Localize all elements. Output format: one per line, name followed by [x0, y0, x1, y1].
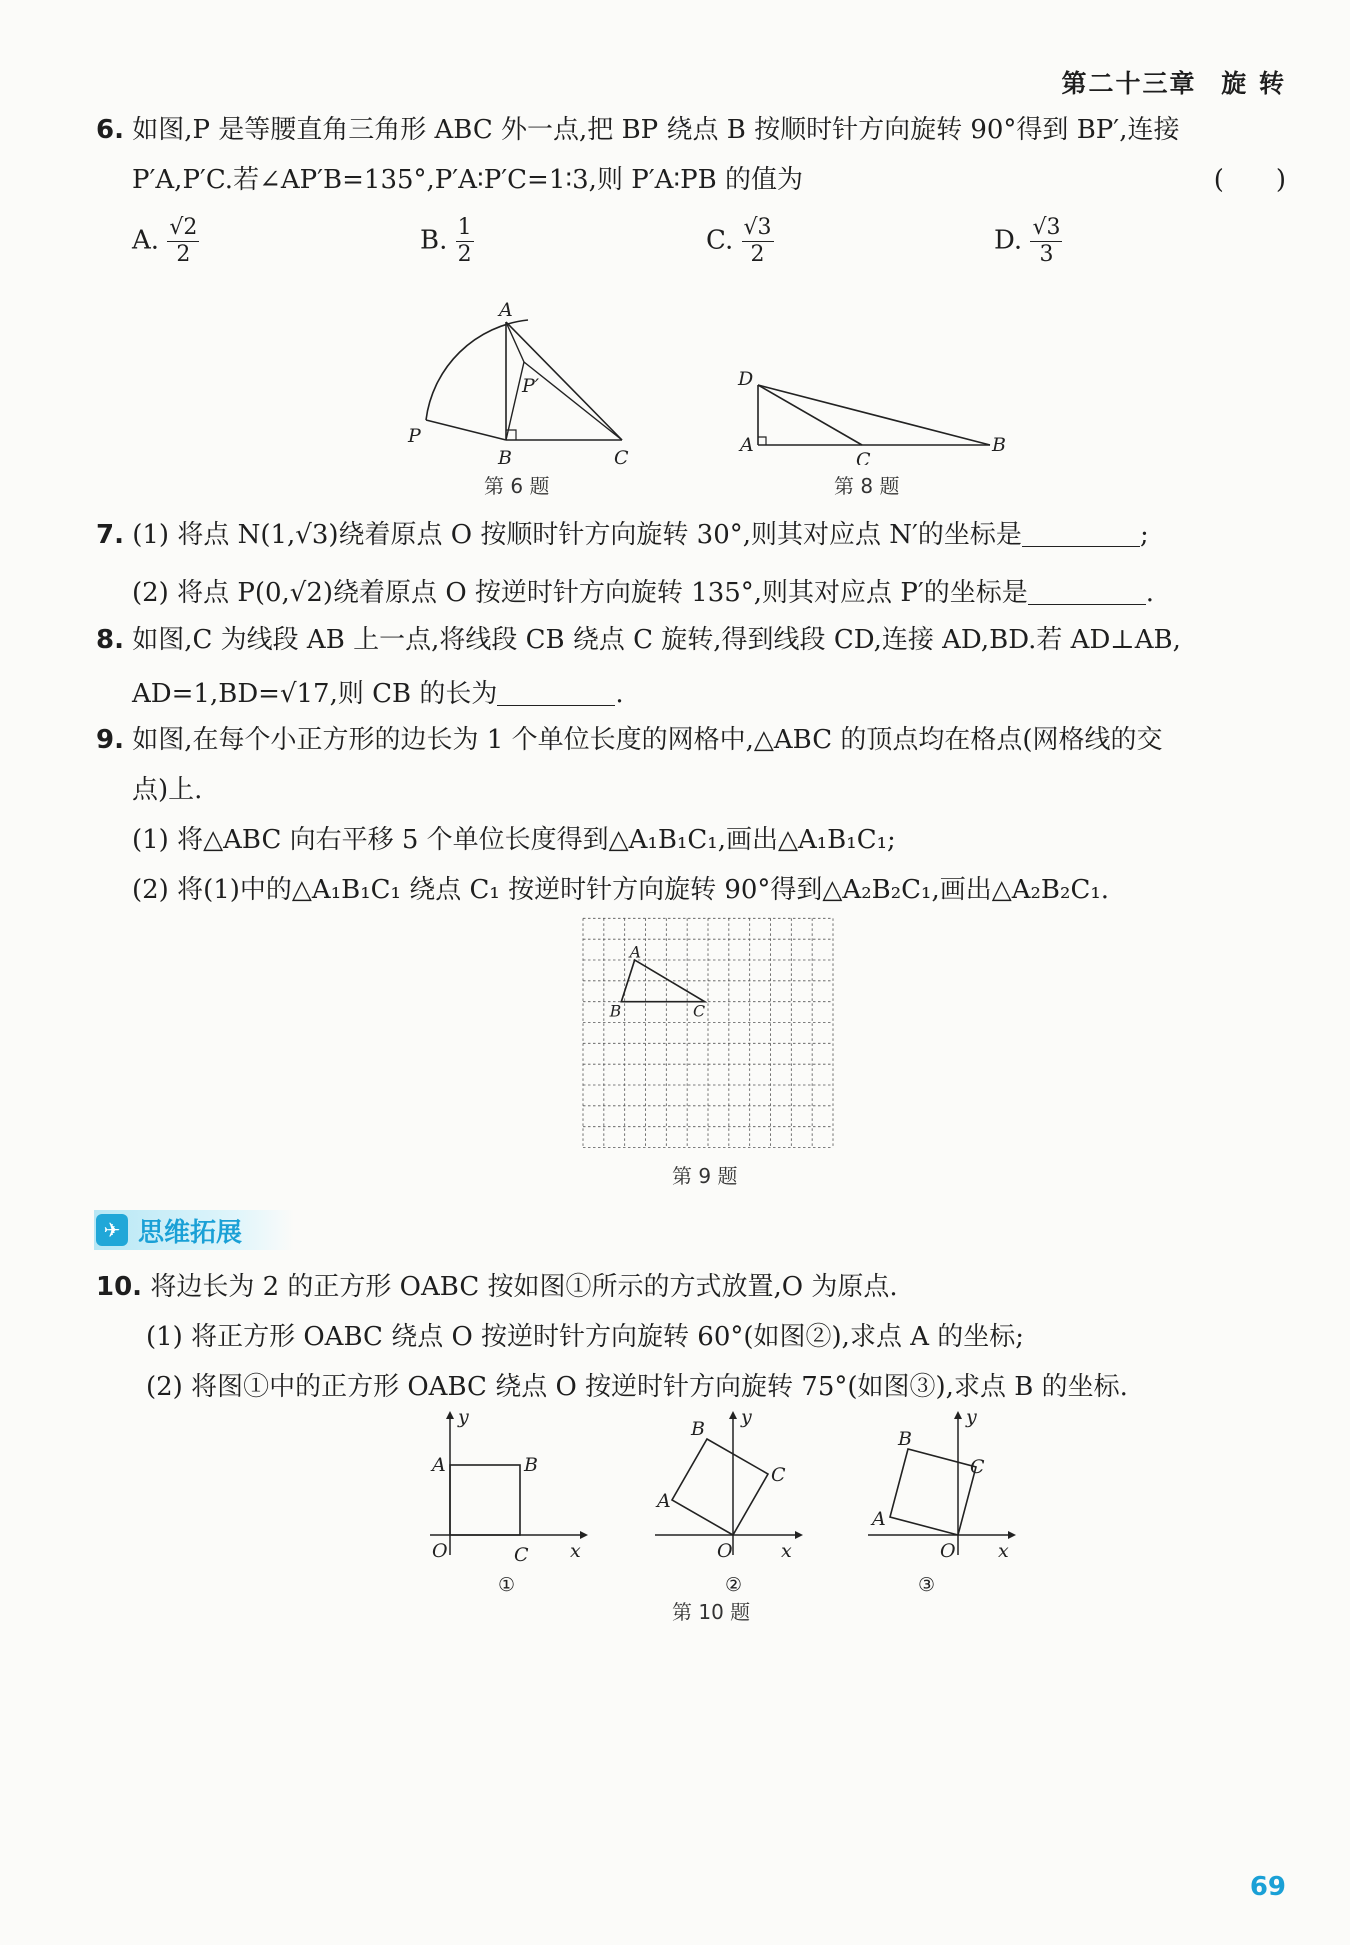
figure-q10-2 — [645, 1405, 815, 1595]
denominator: 2 — [457, 242, 472, 267]
y-arrow-icon — [954, 1411, 962, 1419]
question-number: 10. — [96, 1272, 143, 1302]
x-arrow-icon — [580, 1531, 588, 1539]
question-part: (2) 将图①中的正方形 OABC 绕点 O 按逆时针方向旋转 75°(如图③),求点 B 的坐标. — [146, 1372, 1128, 1402]
answer-blank[interactable] — [1028, 574, 1146, 605]
segment-ppa — [506, 322, 524, 362]
section-header — [94, 1210, 294, 1250]
choice-b — [420, 215, 474, 268]
question-part: (1) 将△ABC 向右平移 5 个单位长度得到△A₁B₁C₁,画出△A₁B₁C₁; — [132, 825, 896, 855]
section-title: 思维拓展 — [138, 1217, 243, 1248]
label-y: y — [741, 1406, 752, 1428]
fraction — [167, 215, 199, 268]
label-d: D — [738, 368, 754, 390]
caption-q9: 第 9 题 — [672, 1164, 738, 1188]
figure-q9-grid — [548, 910, 868, 1160]
caption-q8: 第 8 题 — [834, 474, 900, 498]
label-b: B — [992, 434, 1006, 456]
figure-mark: ② — [725, 1574, 743, 1595]
label-c: C — [693, 1001, 706, 1021]
label-c: C — [614, 447, 629, 469]
figure-q6 — [400, 300, 660, 475]
question-text: 点)上. — [132, 775, 203, 805]
label-y: y — [458, 1406, 469, 1428]
label-x: x — [781, 1540, 792, 1562]
label-c: C — [514, 1544, 529, 1566]
question-text: AD=1,BD=√17,则 CB 的长为 — [132, 679, 498, 709]
label-o: O — [717, 1540, 733, 1562]
numerator: √3 — [1032, 215, 1061, 240]
square-oabc-rotated-75 — [890, 1449, 976, 1535]
question-text: 如图,在每个小正方形的边长为 1 个单位长度的网格中,△ABC 的顶点均在格点(网格线的交 — [132, 725, 1163, 755]
segment-dc — [758, 385, 862, 445]
label-c: C — [970, 1456, 985, 1478]
x-arrow-icon — [1008, 1531, 1016, 1539]
square-oabc-rotated-60 — [672, 1439, 768, 1535]
y-arrow-icon — [729, 1411, 737, 1419]
punctuation: . — [1145, 578, 1154, 608]
choice-label: A. — [132, 225, 160, 256]
paper-plane-icon: ✈ — [96, 1214, 128, 1246]
caption-q6: 第 6 题 — [484, 474, 550, 498]
numerator: √3 — [743, 215, 772, 240]
label-a: A — [872, 1508, 886, 1530]
label-p-prime: P′ — [522, 375, 540, 397]
segment-pb — [426, 420, 506, 440]
label-c: C — [771, 1464, 786, 1486]
figure-mark: ① — [498, 1574, 516, 1595]
choice-label: C. — [706, 225, 734, 256]
question-number: 8. — [96, 625, 124, 655]
chapter-title: 旋 转 — [1221, 69, 1286, 98]
fraction — [456, 215, 474, 268]
question-6 — [96, 105, 1286, 205]
chapter-header — [1062, 64, 1286, 100]
numerator: 1 — [457, 215, 472, 240]
right-angle-mark — [758, 437, 766, 445]
question-10 — [96, 1262, 1286, 1412]
question-text: (2) 将点 P(0,√2)绕着原点 O 按逆时针方向旋转 135°,则其对应点 P′的坐标是 — [132, 578, 1028, 608]
question-8 — [96, 615, 1286, 719]
question-7 — [96, 510, 1286, 618]
denominator: 2 — [176, 242, 191, 267]
choice-c — [706, 215, 774, 268]
x-arrow-icon — [795, 1531, 803, 1539]
answer-parentheses: ( ) — [1213, 165, 1286, 195]
fraction — [1030, 215, 1062, 268]
question-text: P′A,P′C.若∠AP′B=135°,P′A∶P′C=1∶3,则 P′A∶PB 的值为 — [132, 165, 804, 195]
label-a: A — [740, 434, 754, 456]
label-p: P — [408, 425, 421, 447]
answer-blank[interactable] — [497, 675, 615, 706]
answer-blank[interactable] — [1022, 516, 1140, 547]
choice-label: D. — [994, 225, 1023, 256]
label-b: B — [498, 447, 512, 469]
question-text: 如图,C 为线段 AB 上一点,将线段 CB 绕点 C 旋转,得到线段 CD,连接 AD,BD.若 AD⊥AB, — [132, 625, 1181, 655]
segment-db — [758, 385, 990, 445]
punctuation: . — [615, 679, 624, 709]
page-number: 69 — [1249, 1872, 1286, 1902]
segment-bpp — [506, 362, 524, 440]
question-text: 将边长为 2 的正方形 OABC 按如图①所示的方式放置,O 为原点. — [150, 1272, 898, 1302]
label-c: C — [856, 449, 871, 465]
choice-d — [994, 215, 1062, 268]
figure-mark: ③ — [918, 1574, 936, 1595]
question-9 — [96, 715, 1286, 915]
label-y: y — [966, 1406, 977, 1428]
segment-ppc — [524, 362, 622, 440]
chapter-number: 第二十三章 — [1061, 69, 1197, 98]
figure-q10-3 — [858, 1405, 1028, 1595]
label-b: B — [524, 1454, 538, 1476]
denominator: 2 — [750, 242, 765, 267]
figure-q10-1 — [420, 1405, 590, 1595]
question-text: (1) 将点 N(1,√3)绕着原点 O 按顺时针方向旋转 30°,则其对应点 N′的坐标是 — [132, 520, 1022, 550]
punctuation: ; — [1139, 520, 1149, 550]
label-b: B — [898, 1428, 912, 1450]
label-a: A — [499, 300, 513, 321]
question-number: 7. — [96, 520, 124, 550]
label-x: x — [570, 1540, 581, 1562]
choice-a — [132, 215, 199, 268]
fraction — [742, 215, 774, 268]
denominator: 3 — [1039, 242, 1054, 267]
figure-q8 — [728, 365, 1018, 465]
rotation-arc — [426, 320, 528, 420]
numerator: √2 — [169, 215, 198, 240]
label-a: A — [432, 1454, 446, 1476]
choice-label: B. — [420, 225, 448, 256]
label-o: O — [940, 1540, 956, 1562]
question-text: 如图,P 是等腰直角三角形 ABC 外一点,把 BP 绕点 B 按顺时针方向旋转 90°得到 BP′,连接 — [132, 115, 1180, 145]
question-part: (2) 将(1)中的△A₁B₁C₁ 绕点 C₁ 按逆时针方向旋转 90°得到△A₂B₂C₁,画出△A₂B₂C₁. — [132, 875, 1110, 905]
label-b: B — [691, 1418, 705, 1440]
y-arrow-icon — [446, 1411, 454, 1419]
question-part: (1) 将正方形 OABC 绕点 O 按逆时针方向旋转 60°(如图②),求点 A 的坐标; — [146, 1322, 1025, 1352]
question-number: 9. — [96, 725, 124, 755]
label-x: x — [998, 1540, 1009, 1562]
label-o: O — [432, 1540, 448, 1562]
question-number: 6. — [96, 115, 124, 145]
label-b: B — [609, 1001, 622, 1021]
dotted-grid — [583, 918, 833, 1147]
label-a: A — [657, 1490, 671, 1512]
caption-q10: 第 10 题 — [672, 1600, 751, 1624]
square-oabc — [450, 1465, 520, 1535]
label-a: A — [629, 942, 642, 962]
